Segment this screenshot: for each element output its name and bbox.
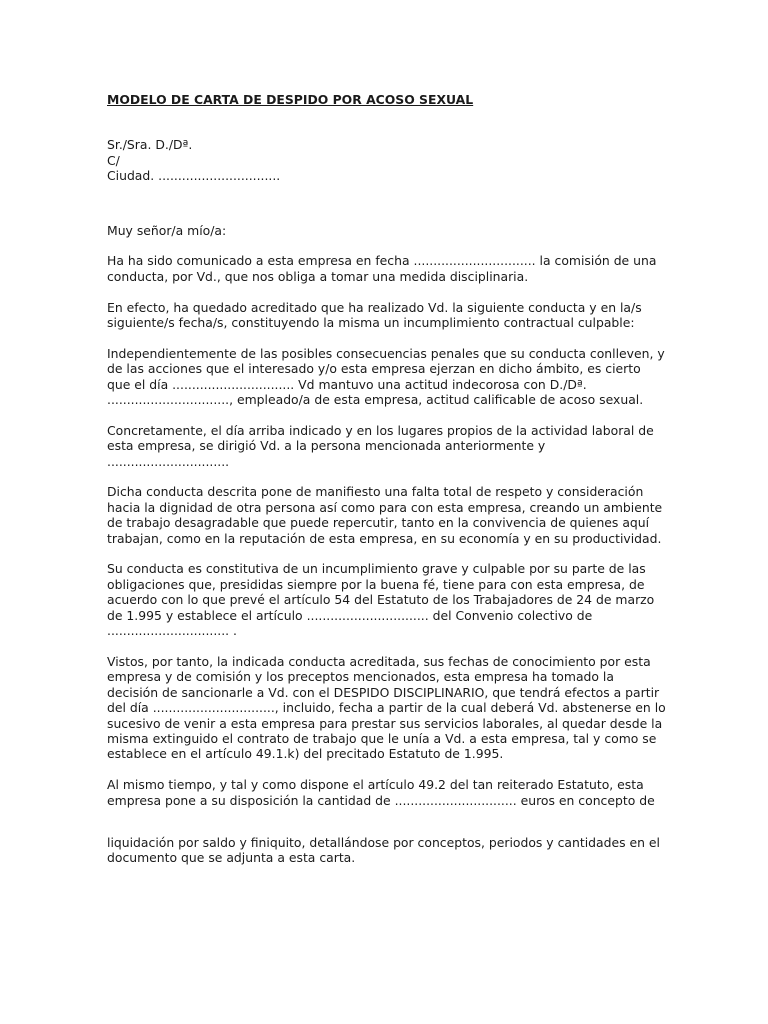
- paragraph-dismissal-decision: Vistos, por tanto, la indicada conducta acreditada, sus fechas de conocimiento por esta empresa y de comisión y los preceptos mencionados, esta empresa ha tomado la decisión de sancionarle a Vd. con el DESPIDO DISCIPLINARIO, que tendrá efectos a partir del día ..............................., incluido, fecha a partir de la cual deberá Vd. abstenerse en lo sucesivo de venir a esta empresa para prestar sus servicios laborales, al quedar desde la misma extinguido el contrato de trabajo que le unía a Vd. a esta empresa, tal y como se establece en el artículo 49.1.k) del precitado Estatuto de 1.995.: [107, 653, 666, 762]
- paragraph-settlement: liquidación por saldo y finiquito, detallándose por conceptos, periodos y cantidades en el documento que se adjunta a esta carta.: [107, 834, 660, 866]
- greeting: Muy señor/a mío/a:: [107, 222, 227, 238]
- paragraph-specifics: Concretamente, el día arriba indicado y en los lugares propios de la actividad laboral de esta empresa, se dirigió Vd. a la persona mencionada anteriormente y ...............................: [107, 422, 654, 469]
- paragraph-accredited-conduct: En efecto, ha quedado acreditado que ha realizado Vd. la siguiente conducta y en la/s siguiente/s fecha/s, constituyendo la misma un incumplimiento contractual culpable:: [107, 299, 642, 331]
- address-name-line: Sr./Sra. D./Dª.: [107, 137, 193, 153]
- address-street-line: C/: [107, 152, 120, 168]
- paragraph-breach: Su conducta es constitutiva de un incumplimiento grave y culpable por su parte de las obligaciones que, presididas siempre por la buena fé, tiene para con esta empresa, de acuerdo con lo que prevé el artículo 54 del Estatuto de los Trabajadores de 24 de marzo de 1.995 y establece el artículo ............................... del Convenio colectivo de ............................... .: [107, 561, 655, 639]
- address-city-line: Ciudad. ...............................: [107, 168, 281, 184]
- paragraph-indecent-attitude: Independientemente de las posibles consecuencias penales que su conducta conlleven, y de las acciones que el interesado y/o esta empresa ejerzan en dicho ámbito, es cierto que el día ............................... Vd mantuvo una actitud indecorosa con D./Dª. ..............................., empleado/a de esta empresa, actitud calificable de acoso sexual.: [107, 345, 665, 408]
- paragraph-payment: Al mismo tiempo, y tal y como dispone el artículo 49.2 del tan reiterado Estatuto, esta empresa pone a su disposición la cantidad de ............................... euros en concepto de: [107, 777, 655, 808]
- page-title: MODELO DE CARTA DE DESPIDO POR ACOSO SEXUAL: [107, 92, 474, 107]
- letter-body: [107, 92, 667, 881]
- recipient-address: [107, 137, 667, 183]
- paragraph-communication: Ha ha sido comunicado a esta empresa en fecha ............................... la comisión de una conducta, por Vd., que nos obliga a tomar una medida disciplinaria.: [107, 253, 657, 284]
- paragraph-lack-of-respect: Dicha conducta descrita pone de manifiesto una falta total de respeto y consideración hacia la dignidad de otra persona así como para con esta empresa, creando un ambiente de trabajo desagradable que puede repercutir, tanto en la convivencia de quienes aquí trabajan, como en la reputación de esta empresa, en su economía y en su productividad.: [107, 484, 663, 546]
